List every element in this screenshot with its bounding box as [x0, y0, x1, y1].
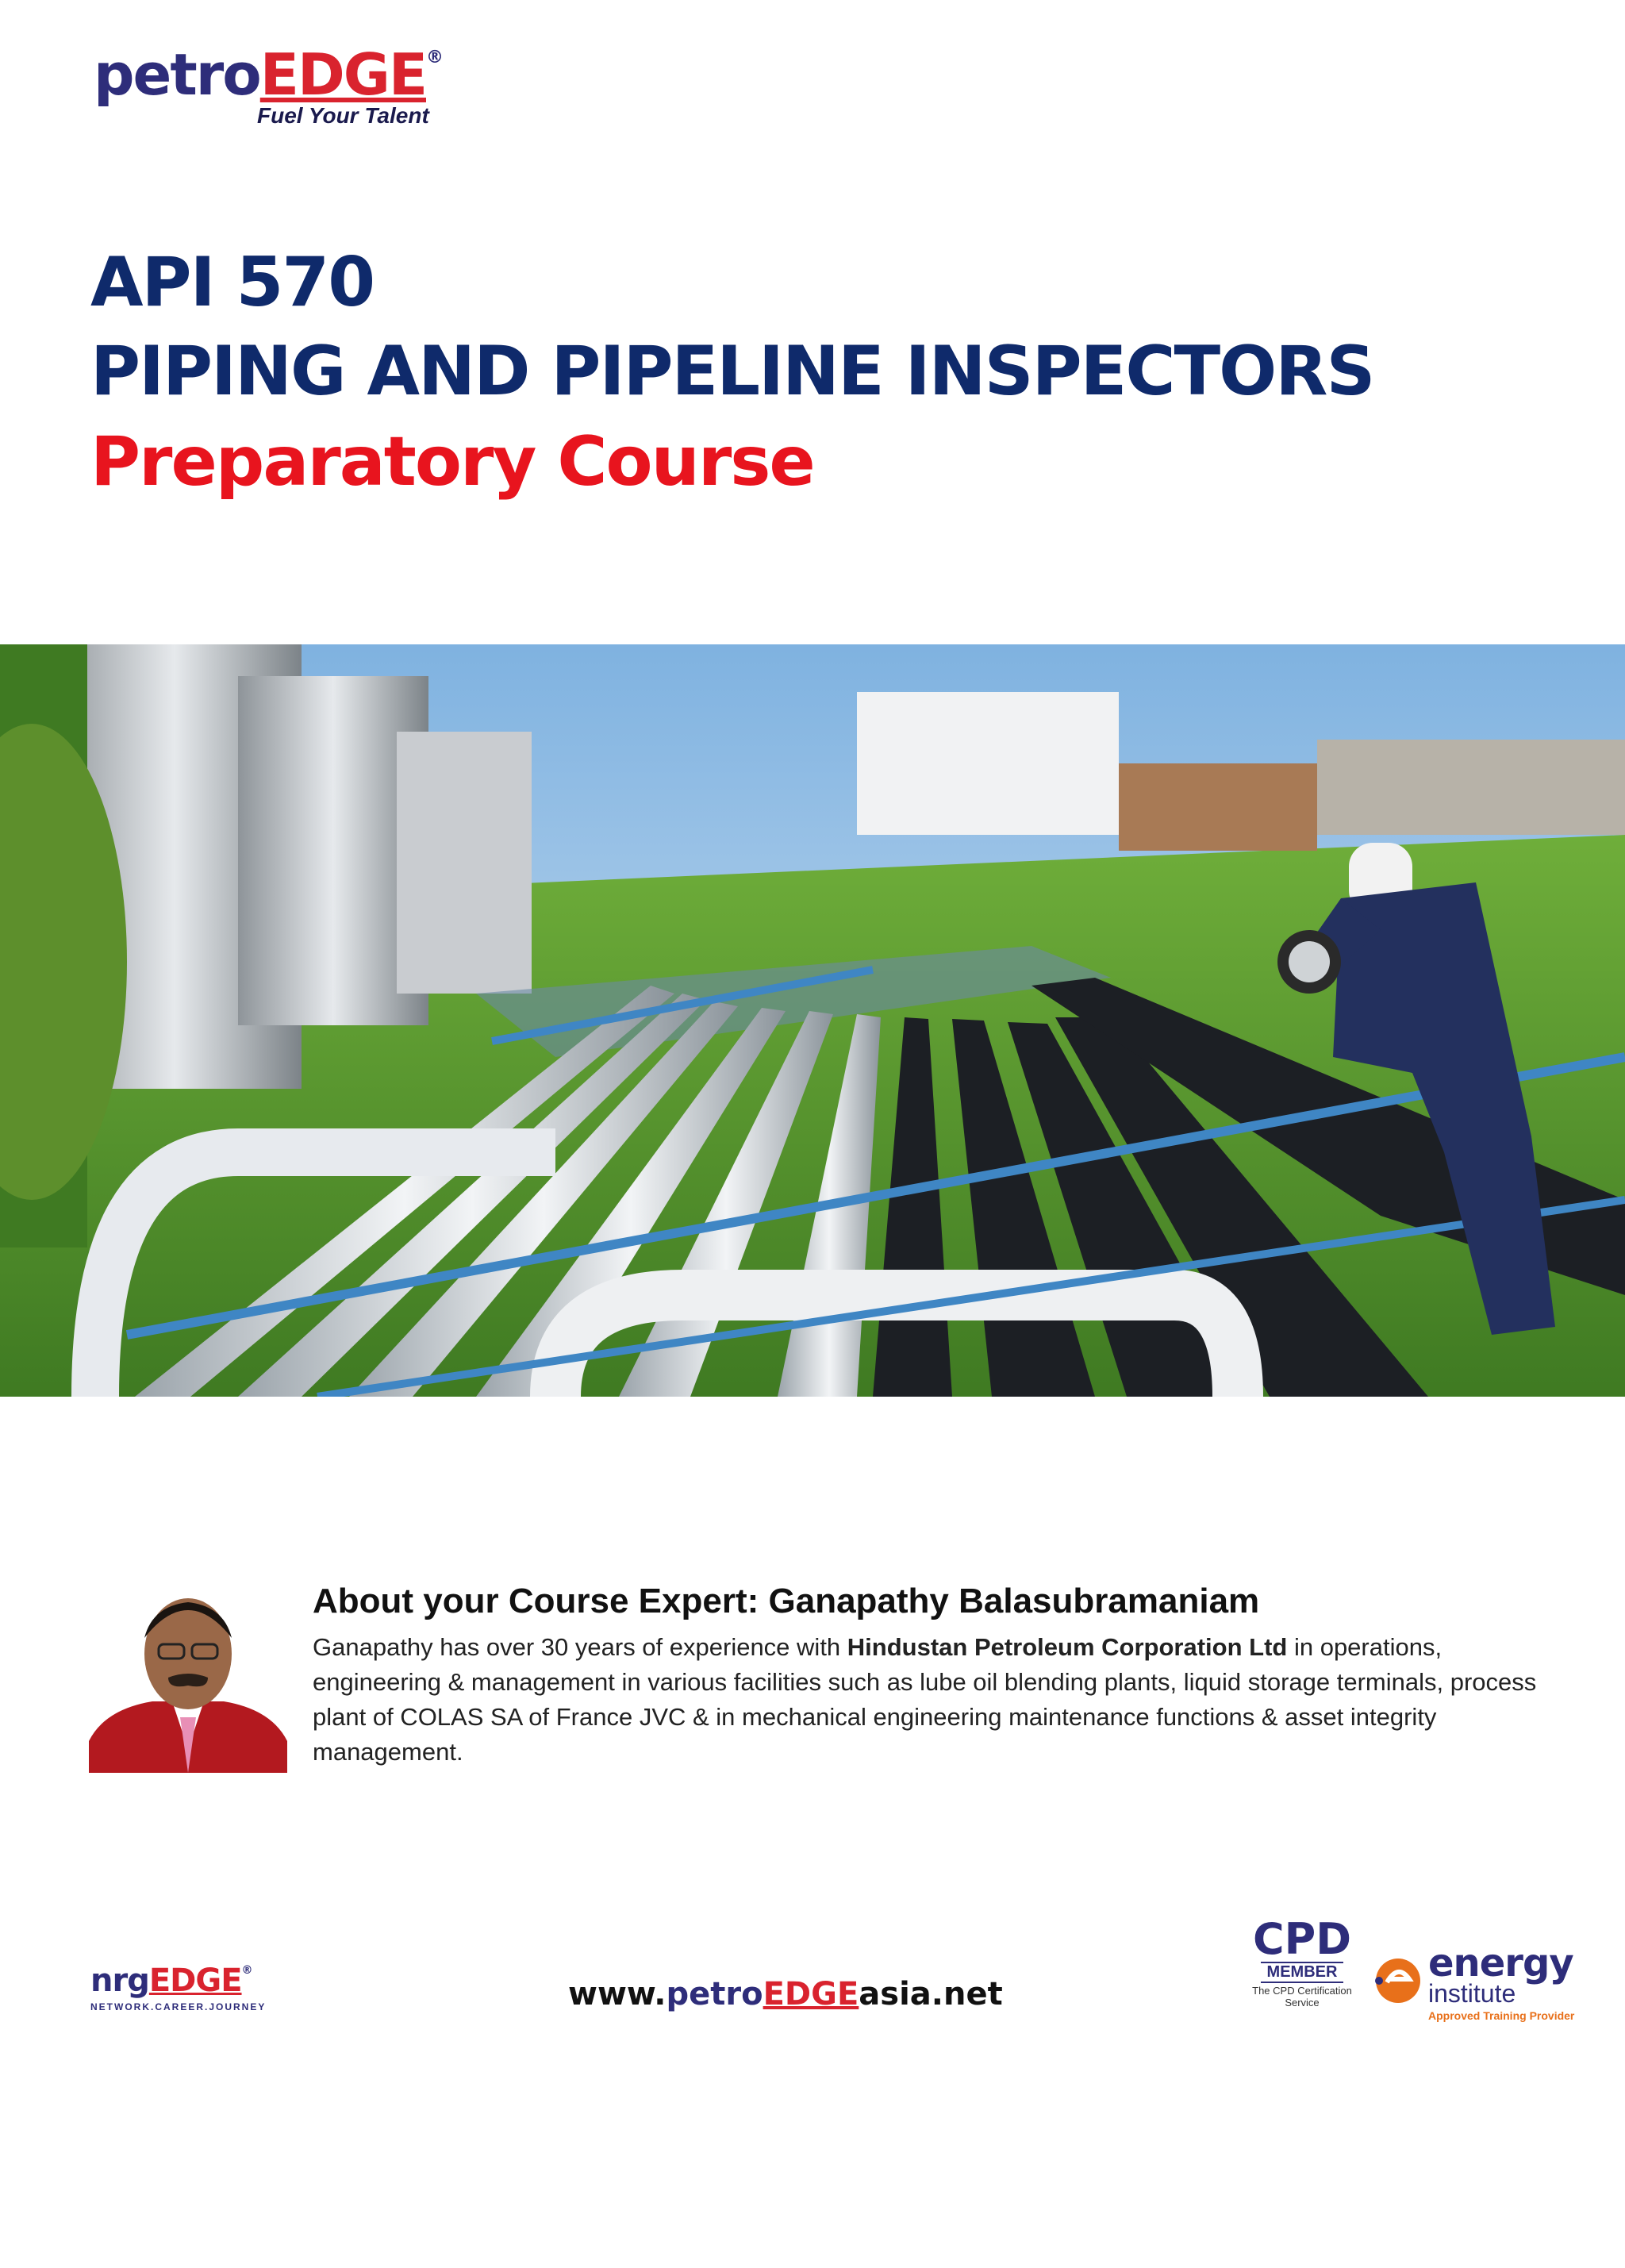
ei-approved-text: Approved Training Provider	[1428, 2009, 1575, 2022]
expert-section	[313, 1578, 1550, 1770]
expert-heading: About your Course Expert: Ganapathy Balasubramaniam	[313, 1582, 1260, 1620]
nrg-tagline: NETWORK.CAREER.JOURNEY	[90, 2001, 267, 2012]
nrg-edge: EDGE	[148, 1962, 242, 1999]
bio-rest: in operations, engineering & management in various facilities such as lube oil blending plants, liquid storage terminals, process plant of COLAS SA of France JVC & in mechanical engineering maintenance functions & asset integrity management.	[313, 1633, 1537, 1766]
url-post: asia.net	[859, 1976, 1003, 2012]
ei-institute-text: institute	[1428, 1979, 1516, 2008]
logo-edge: EDGE	[259, 41, 426, 108]
cpd-member-logo	[1243, 1914, 1362, 2028]
cpd-service-text: The CPD Certification Service	[1252, 1985, 1352, 2009]
url-petro: petro	[666, 1976, 763, 2012]
pipeline-photo	[0, 644, 1625, 1397]
logo-wordmark	[94, 41, 459, 108]
bio-intro: Ganapathy has over 30 years of experience with	[313, 1633, 847, 1661]
energy-institute-logo	[1373, 1941, 1579, 2024]
cpd-text: CPD	[1252, 1914, 1352, 1964]
website-url[interactable]	[568, 1976, 1003, 2012]
energy-institute-icon	[1373, 1955, 1423, 2006]
nrg-wordmark	[90, 1962, 281, 1999]
nrgedge-logo	[90, 1962, 281, 2020]
expert-portrait	[89, 1590, 287, 1773]
title-line-2: PIPING AND PIPELINE INSPECTORS	[90, 332, 1374, 411]
nrg-nrg: nrg	[90, 1962, 149, 1999]
logo-registered-mark: ®	[426, 48, 442, 67]
cpd-member-text: MEMBER	[1261, 1962, 1344, 1983]
logo-petro: petro	[94, 41, 260, 108]
url-pre: www.	[568, 1976, 667, 2012]
url-edge: EDGE	[763, 1976, 859, 2012]
petroedge-logo	[94, 41, 459, 133]
ei-energy-text: energy	[1428, 1941, 1573, 1985]
bio-company: Hindustan Petroleum Corporation Ltd	[847, 1633, 1288, 1661]
title-line-3: Preparatory Course	[90, 422, 814, 502]
logo-tagline: Fuel Your Talent	[257, 103, 429, 128]
expert-bio	[313, 1630, 1550, 1770]
title-line-1: API 570	[90, 243, 375, 322]
nrg-registered-mark: ®	[241, 1964, 252, 1977]
course-title	[90, 238, 1373, 508]
